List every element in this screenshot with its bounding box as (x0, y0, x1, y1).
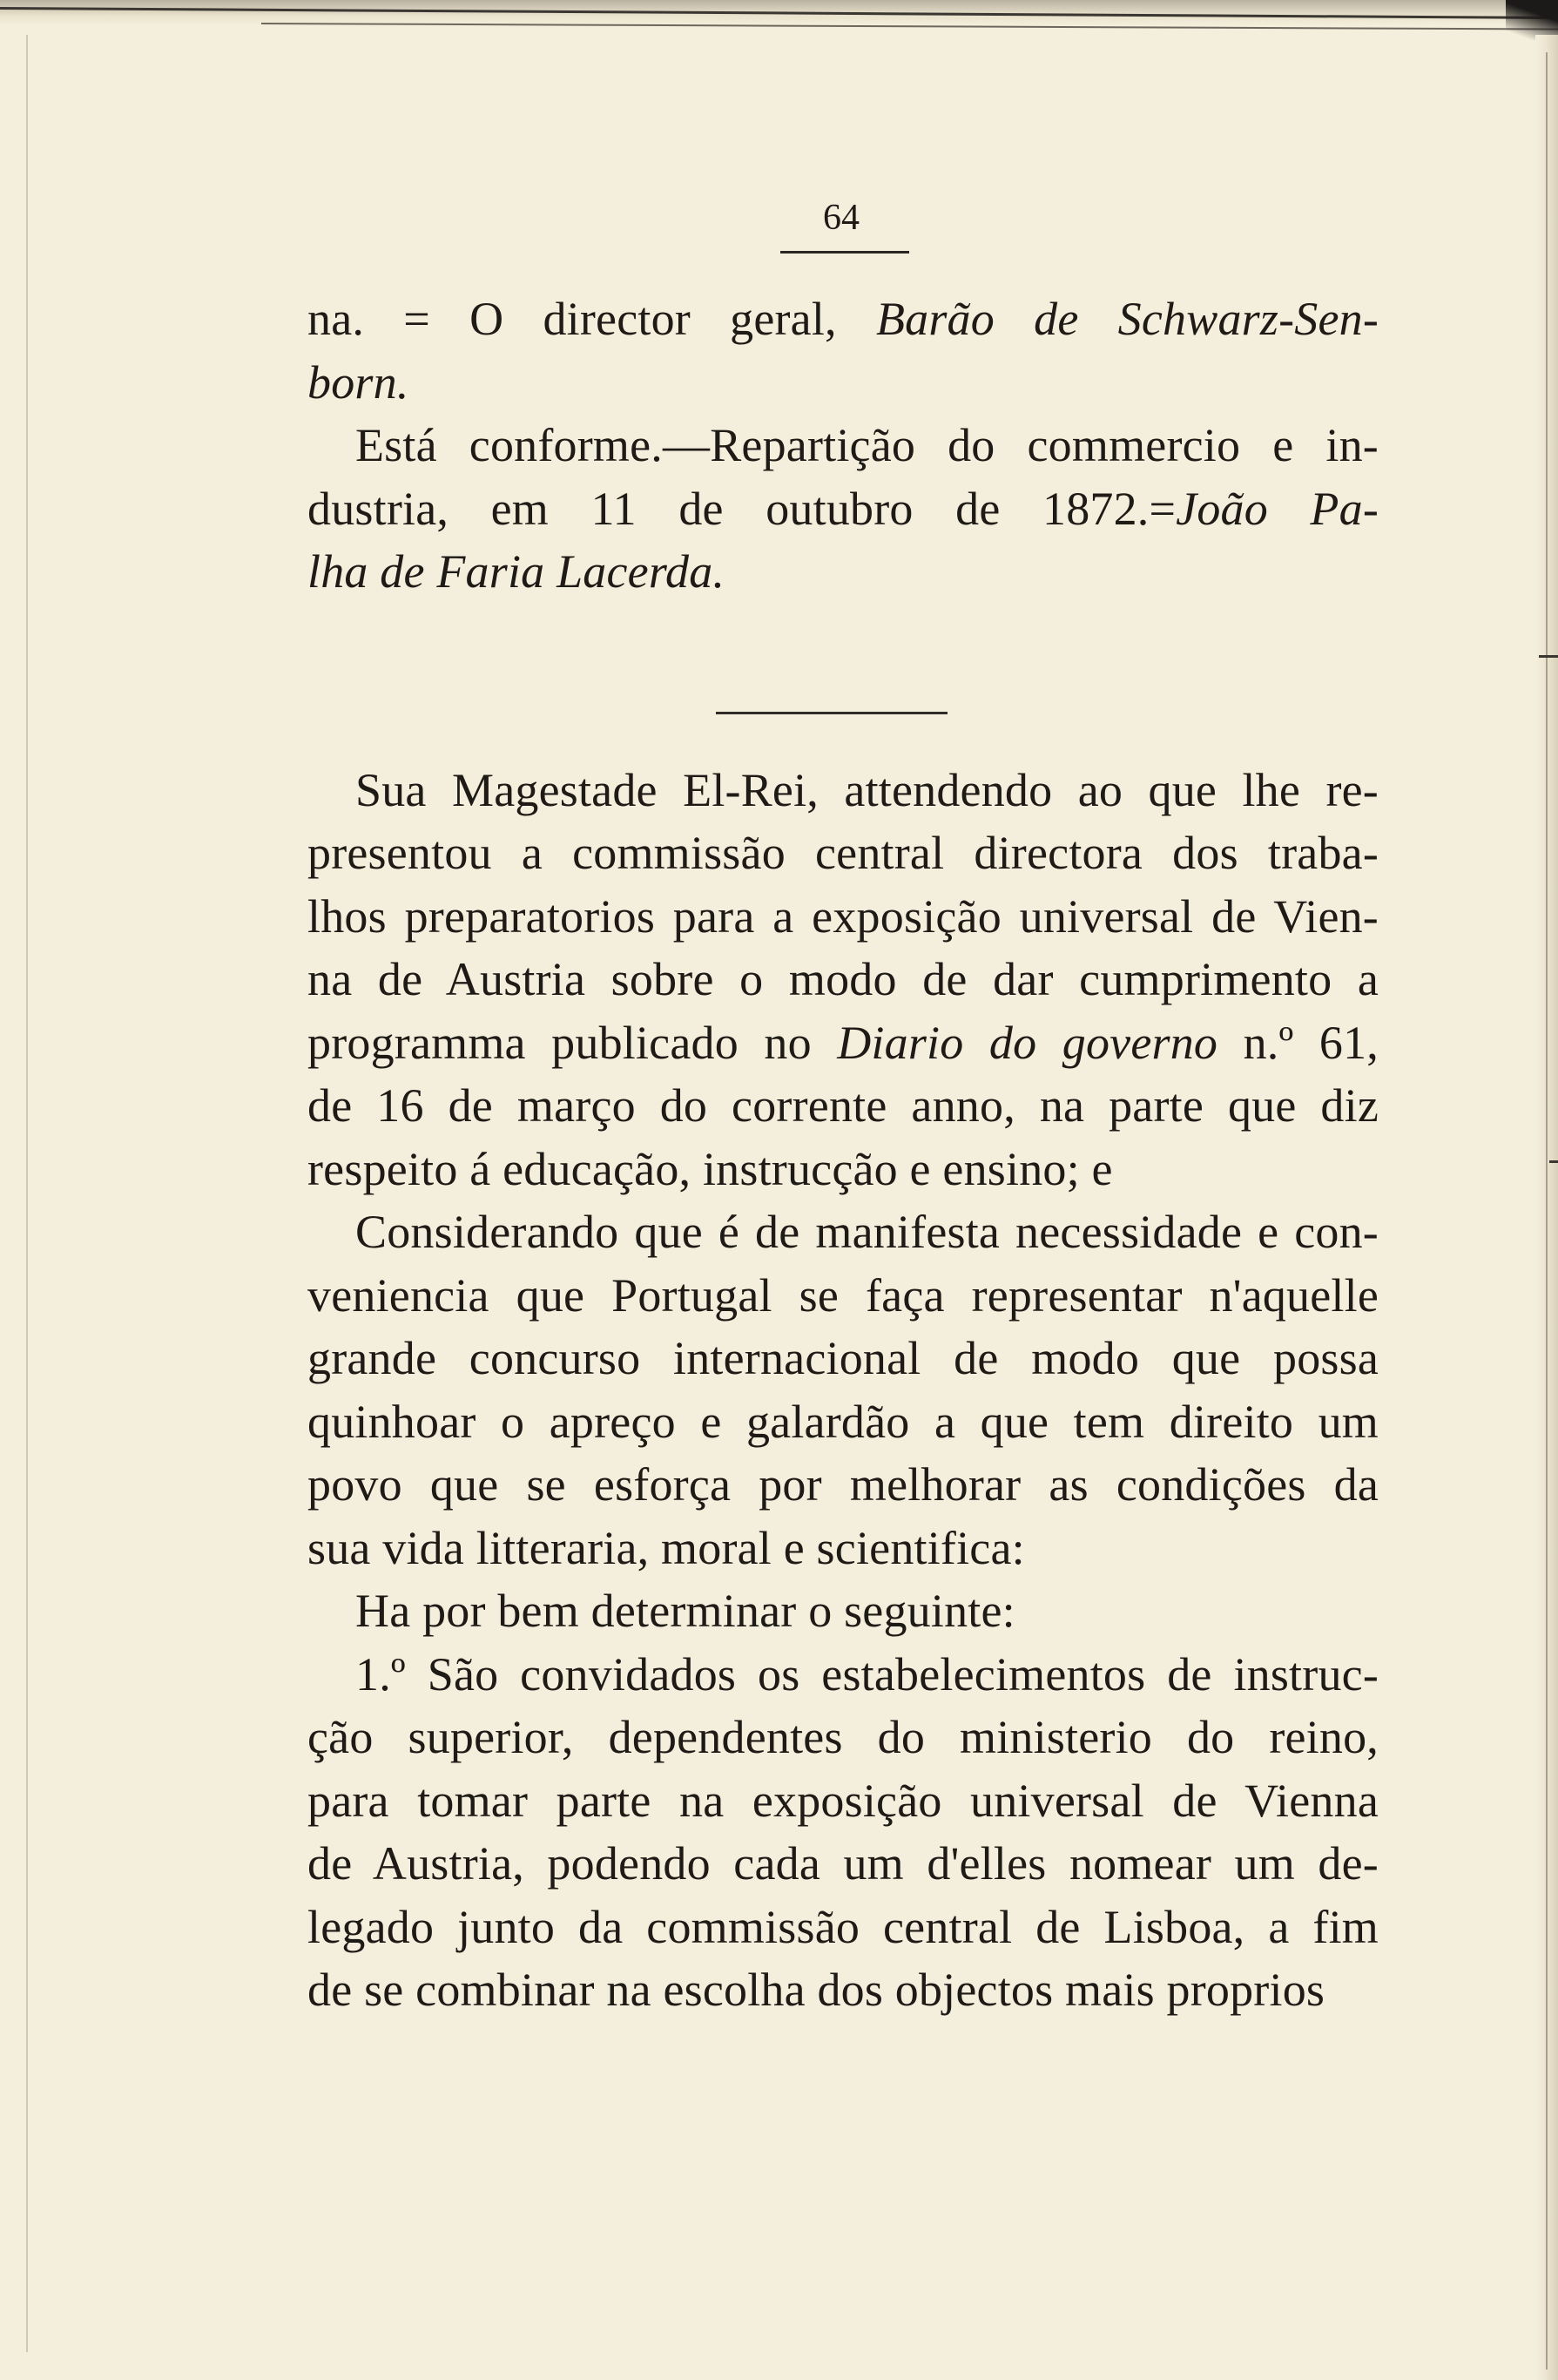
text-run: para tomar parte na exposição universal de Vienna (307, 1774, 1379, 1827)
text-line (307, 822, 1379, 885)
text-line (307, 1390, 1379, 1454)
text-line (307, 287, 1379, 351)
text-line (307, 759, 1379, 822)
text-line (307, 1200, 1379, 1264)
text-line (307, 1643, 1379, 1707)
text-run: sua vida litteraria, moral e scientifica: (307, 1521, 1025, 1574)
text-line (307, 1264, 1379, 1328)
text-run: na de Austria sobre o modo de dar cumprimento a (307, 953, 1379, 1005)
text-run: quinhoar o apreço e galardão a que tem direito um (307, 1395, 1379, 1448)
text-line (307, 1896, 1379, 1959)
section-gap (307, 604, 1379, 759)
text-run: respeito á educação, instrucção e ensino; e (307, 1142, 1113, 1195)
edge-mark (1549, 1160, 1558, 1163)
text-run: Considerando que é de manifesta necessidade e con- (355, 1206, 1379, 1258)
text-line (307, 1453, 1379, 1517)
text-run: Ha por bem determinar o seguinte: (355, 1585, 1015, 1637)
paragraph-block-one (307, 287, 1379, 604)
text-line (307, 1832, 1379, 1896)
text-run: n.º 61, (1217, 1016, 1379, 1069)
italic-text-run: lha de Faria Lacerda. (307, 545, 725, 598)
text-line (307, 477, 1379, 541)
italic-text-run: Barão de Schwarz-Sen- (875, 293, 1379, 345)
text-line (307, 948, 1379, 1011)
text-line (307, 885, 1379, 949)
text-run: lhos preparatorios para a exposição universal de Vien- (307, 889, 1379, 943)
text-run: veniencia que Portugal se faça representar n'aquelle (307, 1268, 1379, 1322)
text-run: presentou a commissão central directora dos traba- (307, 827, 1379, 879)
text-line (307, 1579, 1379, 1643)
text-run: 1.º São convidados os estabelecimentos de instruc- (355, 1647, 1379, 1700)
page-number: 64 (823, 198, 860, 238)
text-line (307, 1958, 1379, 2022)
text-line (307, 351, 1379, 415)
text-run: povo que se esforça por melhorar as condições da (307, 1458, 1379, 1511)
text-run: Sua Magestade El-Rei, attendendo ao que lhe re- (355, 763, 1379, 816)
italic-text-run: João Pa- (1176, 482, 1379, 535)
paragraph-block-two (307, 759, 1379, 2022)
text-line (307, 414, 1379, 477)
text-run: ção superior, dependentes do ministerio do reino, (307, 1711, 1379, 1763)
edge-mark (1539, 655, 1558, 658)
text-line (307, 1138, 1379, 1201)
text-line (307, 1517, 1379, 1580)
text-run: grande concurso internacional de modo que possa (307, 1332, 1379, 1384)
text-line (307, 1011, 1379, 1075)
page-number-rule (780, 251, 909, 254)
text-run: de se combinar na escolha dos objectos mais proprios (307, 1964, 1325, 2016)
text-line (307, 1769, 1379, 1833)
right-edge-line (1546, 52, 1548, 2370)
text-line (307, 1327, 1379, 1390)
italic-text-run: born. (307, 355, 409, 409)
text-run: de 16 de março do corrente anno, na parte que diz (307, 1079, 1379, 1132)
text-run: dustria, em 11 de outubro de 1872.= (307, 482, 1177, 535)
text-run: na. = O director geral, (307, 293, 876, 345)
text-run: Está conforme.—Repartição do commercio e in- (355, 419, 1379, 471)
text-line (307, 1706, 1379, 1769)
text-run: programma publicado no (307, 1016, 838, 1069)
text-run: de Austria, podendo cada um d'elles nomear um de- (307, 1837, 1379, 1890)
page-text (307, 287, 1379, 2022)
left-page-edge (26, 35, 28, 2352)
text-line (307, 540, 1379, 604)
text-run: legado junto da commissão central de Lisboa, a fim (307, 1900, 1379, 1953)
text-line (307, 1074, 1379, 1138)
italic-text-run: Diario do governo (837, 1016, 1218, 1069)
